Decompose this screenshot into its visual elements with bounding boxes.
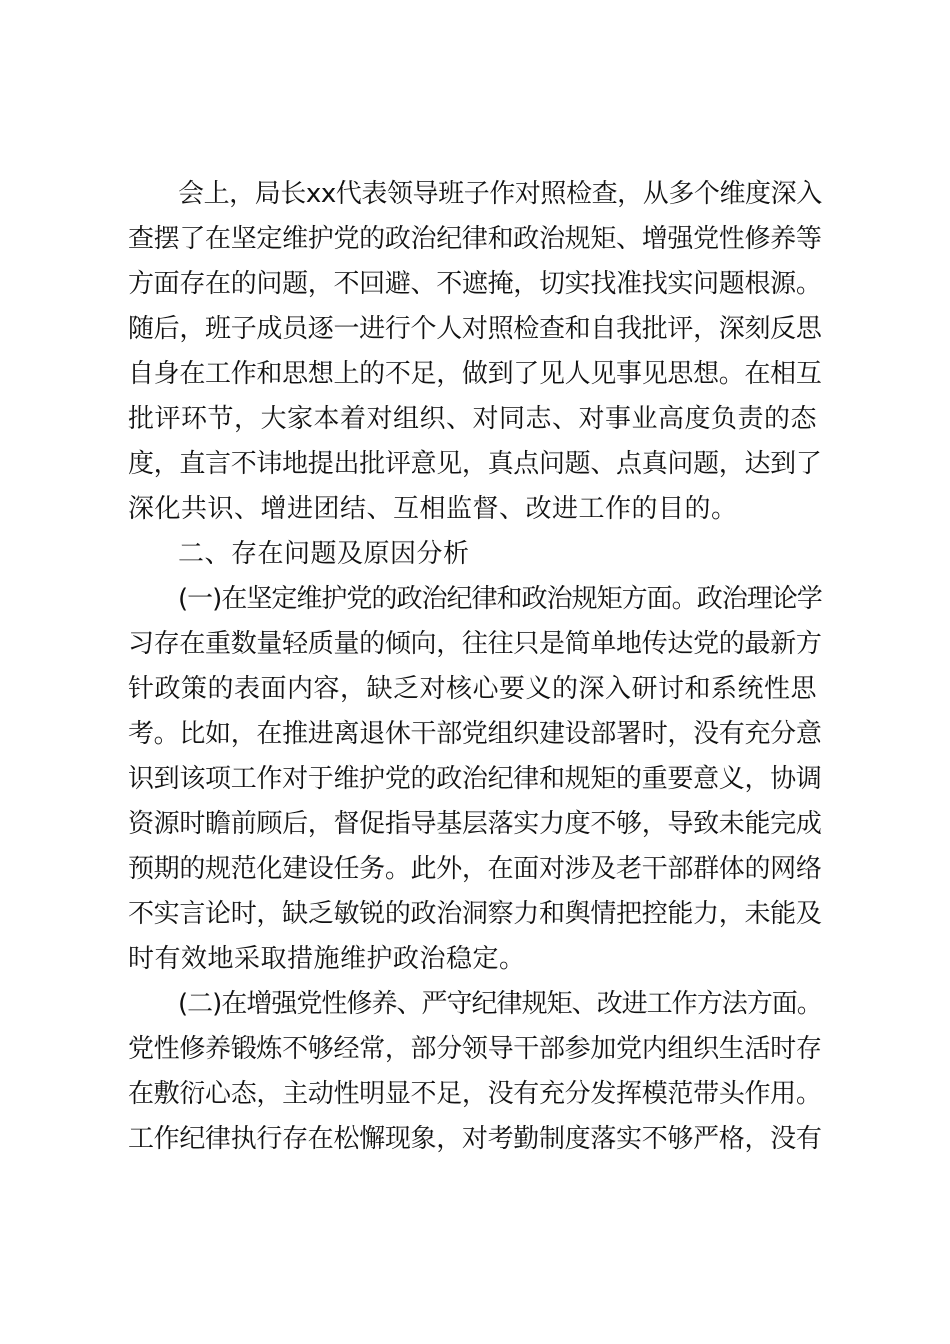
- paragraph-2-line-3: 针政策的表面内容，缺乏对核心要义的深入研讨和系统性思: [128, 674, 818, 704]
- paragraph-3-line-3: 在敷衍心态，主动性明显不足，没有充分发挥模范带头作用。: [128, 1079, 822, 1109]
- paragraph-2-line-2: 习存在重数量轻质量的倾向，往往只是简单地传达党的最新方: [128, 629, 822, 659]
- paragraph-1-line-2: 查摆了在坚定维护党的政治纪律和政治规矩、增强党性修养等: [128, 224, 822, 254]
- section-heading: 二、存在问题及原因分析: [178, 539, 470, 569]
- paragraph-3-line-1: (二)在增强党性修养、严守纪律规矩、改进工作方法方面。: [178, 989, 822, 1019]
- paragraph-1-line-7: 度，直言不讳地提出批评意见，真点问题、点真问题，达到了: [128, 449, 822, 479]
- paragraph-2-line-6: 资源时瞻前顾后，督促指导基层落实力度不够，导致未能完成: [128, 809, 822, 839]
- paragraph-2-line-8: 不实言论时，缺乏敏锐的政治洞察力和舆情把控能力，未能及: [128, 899, 822, 929]
- paragraph-2-line-7: 预期的规范化建设任务。此外，在面对涉及老干部群体的网络: [128, 854, 822, 884]
- paragraph-2-line-9: 时有效地采取措施维护政治稳定。: [128, 944, 526, 974]
- paragraph-1-line-3: 方面存在的问题，不回避、不遮掩，切实找准找实问题根源。: [128, 269, 822, 299]
- paragraph-2-line-1: (一)在坚定维护党的政治纪律和政治规矩方面。政治理论学: [178, 584, 822, 614]
- paragraph-1-line-8: 深化共识、增进团结、互相监督、改进工作的目的。: [128, 494, 738, 524]
- paragraph-2-line-4: 考。比如，在推进离退休干部党组织建设部署时，没有充分意: [128, 719, 822, 749]
- paragraph-3-line-4: 工作纪律执行存在松懈现象，对考勤制度落实不够严格，没有: [128, 1124, 822, 1154]
- paragraph-1-line-1: 会上，局长xx代表领导班子作对照检查，从多个维度深入: [178, 179, 822, 209]
- paragraph-2-line-5: 识到该项工作对于维护党的政治纪律和规矩的重要意义，协调: [128, 764, 822, 794]
- paragraph-1-line-5: 自身在工作和思想上的不足，做到了见人见事见思想。在相互: [128, 359, 822, 389]
- paragraph-1-line-4: 随后，班子成员逐一进行个人对照检查和自我批评，深刻反思: [128, 314, 822, 344]
- paragraph-3-line-2: 党性修养锻炼不够经常，部分领导干部参加党内组织生活时存: [128, 1034, 822, 1064]
- paragraph-1-line-6: 批评环节，大家本着对组织、对同志、对事业高度负责的态: [128, 404, 818, 434]
